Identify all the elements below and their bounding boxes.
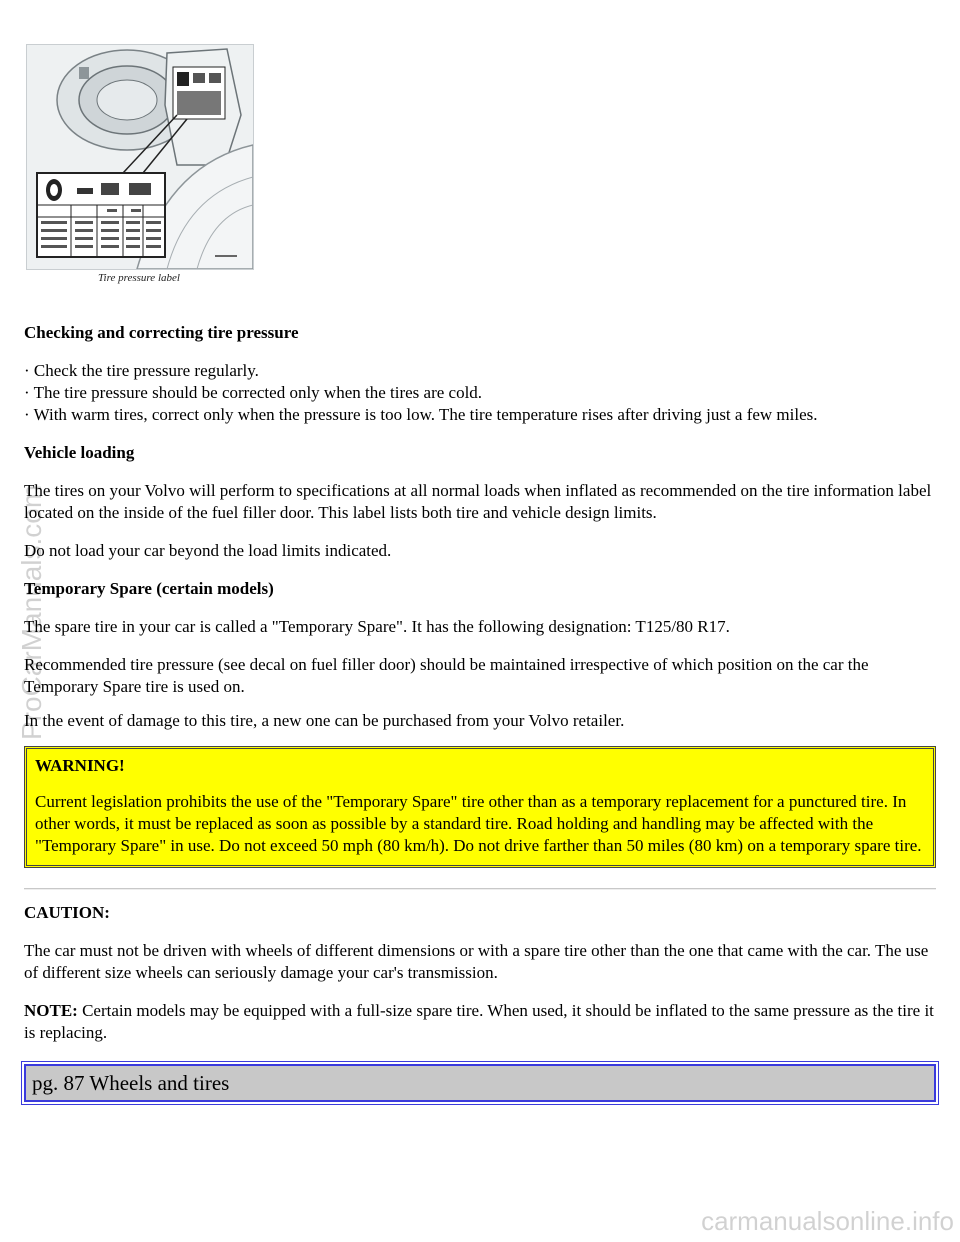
- loading-limit-paragraph: Do not load your car beyond the load limits indicated.: [24, 541, 392, 560]
- manual-content: [24, 322, 936, 1102]
- warning-text: Current legislation prohibits the use of the "Temporary Spare" tire other than as a temporary replacement for a punctured tire. In other words, it must be replaced as soon as possible by a standard tire. Road holding and handling may be affected with the "Temporary Spare" in use. Do not exceed 50 mph (80 km/h). Do not drive farther than 50 miles (80 km) on a temporary spare tire.: [35, 792, 922, 855]
- note-text: Certain models may be equipped with a full-size spare tire. When used, it should be inflated to the same pressure as the tire it is replacing.: [24, 1001, 934, 1042]
- bullet-item: · Check the tire pressure regularly.: [24, 361, 259, 380]
- bullet-item: · With warm tires, correct only when the pressure is too low. The tire temperature rises after driving just a few miles.: [24, 405, 818, 424]
- heading-temporary-spare: Temporary Spare (certain models): [24, 579, 274, 598]
- caution-title: CAUTION:: [24, 903, 110, 922]
- fuel-filler-door-drawing: [27, 45, 253, 269]
- caution-text: The car must not be driven with wheels of different dimensions or with a spare tire other than the one that came with the car. The use of different size wheels can seriously damage your car's transmission.: [24, 941, 929, 982]
- checking-bullet-list: [24, 360, 936, 426]
- tire-pressure-label-illustration: [26, 44, 254, 270]
- note-label: NOTE:: [24, 1001, 78, 1020]
- warning-title: WARNING!: [35, 756, 125, 775]
- heading-checking-tire-pressure: Checking and correcting tire pressure: [24, 323, 299, 342]
- note-paragraph: [24, 1000, 936, 1044]
- heading-vehicle-loading: Vehicle loading: [24, 443, 135, 462]
- figure-caption: Tire pressure label: [98, 272, 180, 284]
- watermark-bottom: carmanualsonline.info: [701, 1206, 954, 1236]
- bullet-item: · The tire pressure should be corrected only when the tires are cold.: [24, 383, 483, 402]
- page-footer-bar: pg. 87 Wheels and tires: [24, 1064, 936, 1102]
- watermark-left: ProCarManuals.com: [16, 484, 47, 740]
- loading-paragraph: The tires on your Volvo will perform to specifications at all normal loads when inflated as recommended on the tire information label located on the inside of the fuel filler door. This label lists both tire and vehicle design limits.: [24, 481, 932, 522]
- spare-damage-paragraph: In the event of damage to this tire, a new one can be purchased from your Volvo retailer.: [24, 711, 625, 730]
- spare-pressure-paragraph: Recommended tire pressure (see decal on fuel filler door) should be maintained irrespective of which position on the car the Temporary Spare tire is used on.: [24, 655, 869, 696]
- section-divider: [24, 888, 936, 890]
- spare-designation-paragraph: The spare tire in your car is called a "Temporary Spare". It has the following designation: T125/80 R17.: [24, 617, 730, 636]
- warning-box: [24, 746, 936, 868]
